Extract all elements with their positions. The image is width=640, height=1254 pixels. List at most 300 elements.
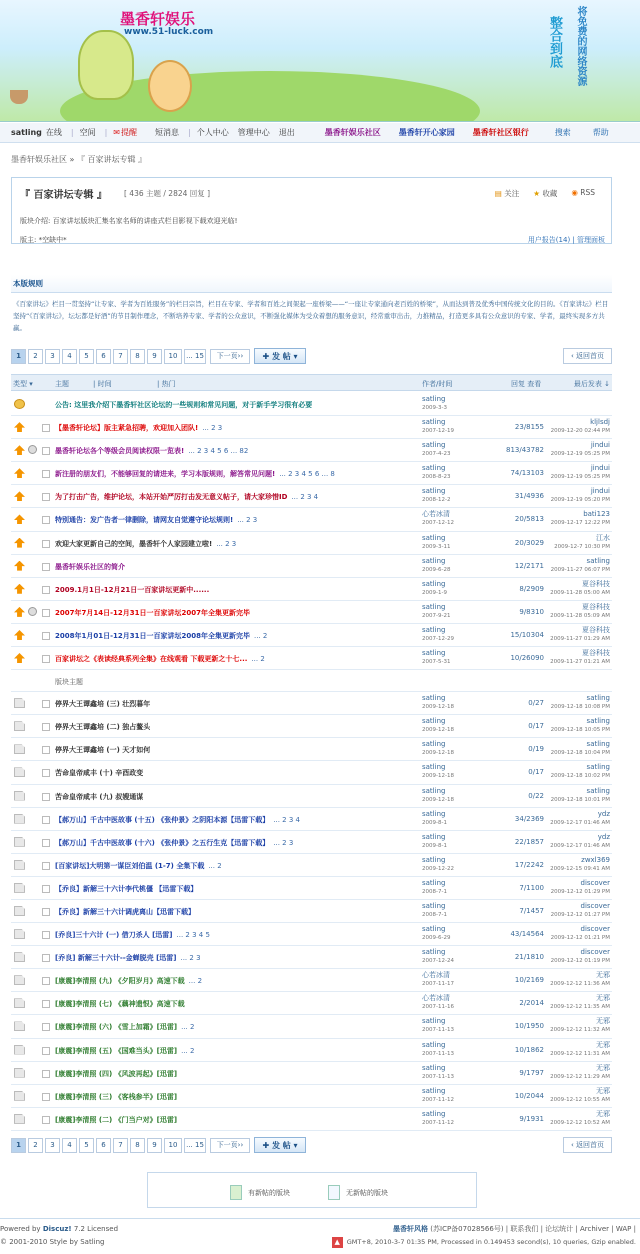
last-post: jindui 2009-12-19 05:20 PM [550, 487, 610, 504]
select-checkbox[interactable] [42, 1000, 50, 1008]
last-post: zwxl369 2009-12-15 09:41 AM [550, 855, 610, 872]
thread-author: satling 2007-9-21 [422, 602, 451, 619]
site-logo[interactable]: 墨香轩娱乐 [120, 10, 196, 28]
thread-author: satling 2009-1-9 [422, 579, 447, 596]
pinned-icon [14, 445, 25, 455]
select-checkbox[interactable] [42, 540, 50, 548]
thread-title[interactable]: [康震]李清照 (三) 《客栈参半》[迅雷] [55, 1092, 178, 1101]
star-icon: ★ [533, 189, 540, 198]
last-post: discover 2009-12-12 01:29 PM [550, 878, 610, 895]
select-checkbox[interactable] [42, 493, 50, 501]
table-row [11, 532, 612, 555]
thread-author: satling 2007-11-13 [422, 1017, 454, 1034]
table-row [11, 877, 612, 900]
pinned-icon [14, 422, 25, 432]
reply-count: 10/2044 [514, 1091, 544, 1100]
table-row [11, 485, 612, 508]
thread-pages[interactable]: ... 2 3 [237, 516, 258, 525]
nav-notice[interactable]: ✉提醒 [113, 128, 137, 137]
nav-profile[interactable]: 个人中心 [196, 128, 229, 137]
reply-count: 9/8310 [519, 607, 544, 616]
thread-title[interactable]: [康震]李清照 (六) 《雪上加霜》[迅雷] ... 2 [55, 1023, 195, 1032]
select-checkbox[interactable] [42, 516, 50, 524]
thread-title[interactable]: 【郝万山】千古中医故事 (十五) 《张仲景》之阴阳本源【迅雷下载】 ... 2 3 4 [55, 815, 300, 824]
table-row [11, 1085, 612, 1108]
page-7[interactable]: 7 [113, 349, 128, 364]
reply-count: 10/2169 [514, 976, 544, 985]
last-post: 无邪 2009-12-12 10:52 AM [550, 1109, 610, 1126]
page-3[interactable]: 3 [45, 349, 60, 364]
select-checkbox[interactable] [42, 931, 50, 939]
link-community[interactable]: 墨香轩娱乐社区 [324, 128, 381, 137]
thread-author: satling 2007-11-12 [422, 1086, 454, 1103]
thread-author: satling 2009-8-1 [422, 809, 447, 826]
follow-icon: ▤ [494, 189, 502, 198]
select-checkbox[interactable] [42, 609, 50, 617]
select-checkbox[interactable] [42, 977, 50, 985]
table-row [11, 601, 612, 624]
thread-title[interactable]: 新注册的朋友们，不能够回复的请进来，学习本版规则，解答常见问题! ... 2 3 4 5 6 ... 8 [55, 470, 335, 479]
topic-icon [14, 860, 25, 870]
rss-icon: ◉ [571, 188, 578, 197]
thread-pages[interactable]: ... 2 3 4 5 [176, 931, 210, 940]
select-checkbox[interactable] [42, 885, 50, 893]
thread-author: 心若冰清 2007-11-17 [422, 971, 454, 988]
thread-author: 心若冰清 2007-12-12 [422, 510, 454, 527]
discuz-link[interactable]: Discuz! [42, 1225, 72, 1233]
thread-title[interactable]: 欢迎大家更新自己的空间，墨香轩个人家园建立啦! ... 2 3 [55, 539, 237, 548]
thread-pages[interactable]: ... 2 [181, 1046, 195, 1055]
page-2[interactable]: 2 [28, 1138, 43, 1153]
table-row [11, 439, 612, 462]
select-checkbox[interactable] [42, 769, 50, 777]
last-post: bati123 2009-12-17 12:22 PM [550, 510, 610, 527]
topic-icon [14, 883, 25, 893]
thread-title[interactable]: 2009.1月1日-12月21日一百家讲坛更新中...... [55, 585, 210, 594]
thread-title[interactable]: 墨香轩娱乐社区的简介 [55, 562, 125, 571]
page-5[interactable]: 5 [79, 1138, 94, 1153]
site-url: www.51-luck.com [124, 27, 214, 37]
select-checkbox[interactable] [42, 632, 50, 640]
thread-table-header [11, 374, 612, 391]
last-post: 无邪 2009-12-12 11:36 AM [550, 971, 610, 988]
page-5[interactable]: 5 [79, 349, 94, 364]
thread-pages[interactable]: ... 2 3 [180, 954, 201, 963]
thread-title[interactable]: 苦命皇帝咸丰 (十) 辛酉政变 [55, 769, 144, 778]
page-4[interactable]: 4 [62, 349, 77, 364]
table-row [11, 508, 612, 531]
thread-title[interactable]: 停界大王谭鑫培 (三) 壮烈暮年 [55, 700, 151, 709]
last-post: satling 2009-12-18 10:04 PM [550, 740, 610, 757]
last-post: 夏谷科技 2009-11-27 01:29 AM [550, 625, 610, 642]
select-checkbox[interactable] [42, 470, 50, 478]
topic-icon [14, 975, 25, 985]
last-post: jindui 2009-12-19 05:25 PM [550, 441, 610, 458]
thread-title[interactable]: 停界大王谭鑫培 (一) 天才如何 [55, 746, 151, 755]
thread-title[interactable]: 停界大王谭鑫培 (二) 独占鳌头 [55, 723, 151, 732]
forum-moderator: 版主: *空缺中* [20, 236, 67, 244]
thread-pages[interactable]: ... 2 3 4 5 6 ... 8 [279, 470, 335, 479]
page-7[interactable]: 7 [113, 1138, 128, 1153]
page-4[interactable]: 4 [62, 1138, 77, 1153]
page-10[interactable]: 10 [164, 1138, 182, 1153]
thread-author: satling 2008-12-2 [422, 487, 451, 504]
reply-count: 2/2014 [519, 999, 544, 1008]
reply-count: 10/1950 [514, 1022, 544, 1031]
divider: | [104, 128, 108, 137]
thread-pages[interactable]: ... 2 3 4 5 6 ... 82 [188, 447, 249, 456]
thread-title[interactable]: 【乔良】新解三十六计李代桃僵 【迅雷下载】 [55, 884, 198, 893]
col-subject[interactable]: 主题 [55, 380, 69, 388]
select-checkbox[interactable] [42, 816, 50, 824]
reply-count: 31/4936 [514, 492, 544, 501]
select-checkbox[interactable] [42, 1093, 50, 1101]
select-checkbox[interactable] [42, 1047, 50, 1055]
reply-count: 34/2369 [514, 814, 544, 823]
thread-title[interactable]: [康震]李清照 (九) 《夕阳岁月》高速下载 ... 2 [55, 977, 203, 986]
legend-no-new: 无新帖的版块 [328, 1185, 388, 1200]
next-page-button[interactable]: 下一页›› [210, 1138, 250, 1153]
thread-title[interactable]: 2007年7月14日-12月31日一百家讲坛2007年全集更新完毕 [55, 608, 250, 617]
table-row [11, 831, 612, 854]
thread-author: satling 2007-11-13 [422, 1063, 454, 1080]
last-post: jindui 2009-12-19 05:25 PM [550, 464, 610, 481]
thread-pages[interactable]: ... 2 [181, 1023, 195, 1032]
page-last[interactable]: ... 15 [184, 349, 206, 364]
online-status[interactable]: 在线 [45, 128, 62, 137]
new-post-button[interactable]: ✚ 发 帖 ▾ [254, 1137, 306, 1153]
select-checkbox[interactable] [42, 1023, 50, 1031]
last-post: ydz 2009-12-17 01:46 AM [550, 809, 610, 826]
page-6[interactable]: 6 [96, 1138, 111, 1153]
page-10[interactable]: 10 [164, 349, 182, 364]
reply-count: 9/1931 [519, 1114, 544, 1123]
thread-title[interactable]: 苦命皇帝咸丰 (九) 叔嫂通谋 [55, 792, 144, 801]
topic-icon [14, 744, 25, 754]
last-post: kljlsdj 2009-12-20 02:44 PM [550, 418, 610, 435]
select-checkbox[interactable] [42, 862, 50, 870]
section-label-row [11, 670, 612, 692]
table-row [11, 992, 612, 1015]
select-checkbox[interactable] [42, 908, 50, 916]
nav-search[interactable]: 搜索 [554, 128, 571, 137]
select-checkbox[interactable] [42, 563, 50, 571]
last-post: 无邪 2009-12-12 11:31 AM [550, 1040, 610, 1057]
rules-title[interactable]: 本版规则 [11, 275, 612, 293]
col-last-post[interactable]: 最后发表 ↓ [573, 380, 610, 388]
banner-girl-illustration [78, 30, 134, 100]
forum-header-box [11, 177, 612, 244]
topic-icon [14, 698, 25, 708]
rules-text: 《百家讲坛》栏目一贯坚持“让专家、学者为百姓服务”的栏目宗旨，栏目在专家、学者和百姓之间架起一座桥梁——“一座让专家通向老百姓的桥梁”，从而达到普及优秀中国传统文化的目的。《百家讲坛》栏目坚持“《百家讲坛》，坛坛都是好酒”的节目制作理念，不断培养专家、学者的公众意识，不断强化媒体为受众着想的服务意识，经常重审出击，力推精品，打造更多具有公众意识的专家、学者，最终实现多方共赢。 [13, 300, 609, 332]
select-checkbox[interactable] [42, 447, 50, 455]
top-nav [0, 123, 640, 143]
topic-icon [14, 1021, 25, 1031]
pinned-icon [14, 468, 25, 478]
thread-title[interactable]: 百家讲坛之《表读经典系列全集》在线观看 下载更新之十七... ... 2 [55, 655, 265, 664]
reply-count: 0/19 [528, 745, 544, 754]
thread-title[interactable]: 【郝万山】千古中医故事 (十六) 《张仲景》之五行生克【迅雷下载】 ... 2 3 [55, 838, 294, 847]
last-post: 无邪 2009-12-12 11:32 AM [550, 1017, 610, 1034]
last-post: discover 2009-12-12 01:21 PM [550, 925, 610, 942]
lock-icon [28, 607, 37, 616]
table-row [11, 761, 612, 784]
nav-logout[interactable]: 退出 [278, 128, 295, 137]
forum-intro: 版块介绍: 百家讲坛版块汇集名家名师的讲座式栏目影视下载欢迎光临! [20, 217, 238, 225]
table-row [11, 692, 612, 715]
last-post: discover 2009-12-12 01:19 PM [550, 948, 610, 965]
pinned-icon [14, 653, 25, 663]
footer-links[interactable]: | 联系我们 | 论坛统计 | Archiver | WAP | [505, 1225, 636, 1233]
page-8[interactable]: 8 [130, 1138, 145, 1153]
last-post: satling 2009-11-27 06:07 PM [550, 556, 610, 573]
table-row [11, 624, 612, 647]
page-3[interactable]: 3 [45, 1138, 60, 1153]
table-row [11, 647, 612, 670]
link-bank[interactable]: 墨香轩社区银行 [472, 128, 529, 137]
page-1[interactable]: 1 [11, 1138, 26, 1153]
thread-title[interactable]: [康震]李清照 (五) 《国难当头》[迅雷] ... 2 [55, 1046, 195, 1055]
page-6[interactable]: 6 [96, 349, 111, 364]
thread-author: satling 2007-11-12 [422, 1109, 454, 1126]
last-post: 无邪 2009-12-12 11:29 AM [550, 1063, 610, 1080]
page-1[interactable]: 1 [11, 349, 26, 364]
col-author: 作者/时间 [422, 380, 453, 388]
breadcrumb[interactable]: 墨香轩娱乐社区 » 『 百家讲坛专辑 』 [11, 155, 147, 164]
thread-author: satling 2009-6-28 [422, 556, 451, 573]
reply-count: 10/1862 [514, 1045, 544, 1054]
thread-title[interactable]: [乔良] 新解三十六计--金蝉脱壳 [迅雷] ... 2 3 [55, 954, 201, 963]
banner-slogan: 整合到底 [547, 16, 562, 68]
table-row [11, 393, 612, 416]
page-2[interactable]: 2 [28, 349, 43, 364]
rss-button[interactable]: ◉ RSS [571, 188, 595, 197]
reply-count: 0/17 [528, 768, 544, 777]
pinned-icon [14, 584, 25, 594]
reply-count: 10/26090 [510, 654, 544, 663]
table-row [11, 946, 612, 969]
alert-icon: ✉ [113, 128, 120, 137]
topic-icon [14, 1114, 25, 1124]
thread-author: satling 2008-7-1 [422, 878, 447, 895]
nav-help[interactable]: 帮助 [592, 128, 609, 137]
select-checkbox[interactable] [42, 655, 50, 663]
pinned-icon [14, 561, 25, 571]
icp-link[interactable]: (苏ICP备07028566号) [430, 1225, 504, 1233]
thread-pages[interactable]: ... 2 3 [202, 424, 223, 433]
reply-count: 0/22 [528, 791, 544, 800]
table-row [11, 785, 612, 808]
thread-title[interactable]: 2008年1月01日-12月31日一百家讲坛2008年全集更新完毕 ... 2 [55, 631, 268, 640]
thread-author: satling 2009-6-29 [422, 925, 451, 942]
thread-title[interactable]: [百家讲坛]大明第一谋臣刘伯温 (1-7) 全集下载 ... 2 [55, 861, 222, 870]
reply-count: 9/1797 [519, 1068, 544, 1077]
thread-author: satling 2007-12-24 [422, 948, 454, 965]
username[interactable]: satling [11, 128, 42, 137]
last-post: satling 2009-12-18 10:02 PM [550, 763, 610, 780]
back-home-button[interactable]: ‹ 返回首页 [563, 1137, 612, 1153]
last-post: discover 2009-12-12 01:27 PM [550, 901, 610, 918]
select-checkbox[interactable] [42, 424, 50, 432]
nav-space[interactable]: 空间 [79, 128, 96, 137]
table-row [11, 738, 612, 761]
cup-icon [10, 90, 28, 104]
new-posts-icon [230, 1185, 242, 1200]
topic-icon [14, 998, 25, 1008]
select-checkbox[interactable] [42, 723, 50, 731]
col-time[interactable]: | 时间 [93, 380, 112, 388]
select-checkbox[interactable] [42, 700, 50, 708]
thread-pages[interactable]: ... 2 3 [273, 838, 294, 847]
table-row [11, 923, 612, 946]
select-checkbox[interactable] [42, 954, 50, 962]
reply-count: 22/1857 [514, 837, 544, 846]
follow-button[interactable]: ▤ 关注 [494, 189, 520, 198]
forum-tools[interactable]: 用户报告(14) | 管理面板 [527, 236, 605, 244]
topic-icon [14, 1068, 25, 1078]
last-post: 夏谷科技 2009-11-28 05:00 AM [550, 579, 610, 596]
legend-new: 有新帖的版块 [230, 1185, 290, 1200]
topic-icon [14, 837, 25, 847]
thread-title[interactable]: [乔良]三十六计 (一) 借刀杀人 [迅雷] ... 2 3 4 5 [55, 931, 210, 940]
reply-count: 15/10304 [510, 630, 544, 639]
thread-author: 心若冰清 2007-11-16 [422, 994, 454, 1011]
last-post: satling 2009-12-18 10:08 PM [550, 694, 610, 711]
page-last[interactable]: ... 15 [184, 1138, 206, 1153]
thread-author: satling 2007-12-19 [422, 418, 454, 435]
select-checkbox[interactable] [42, 839, 50, 847]
divider: | [70, 128, 74, 137]
thread-title[interactable]: [康震]李清照 (四) 《风波再起》[迅雷] [55, 1069, 178, 1078]
last-post: 夏谷科技 2009-11-27 01:21 AM [550, 649, 610, 666]
reply-count: 23/8155 [514, 423, 544, 432]
reply-count: 21/1810 [514, 953, 544, 962]
reply-count: 7/1457 [519, 906, 544, 915]
topic-icon [14, 721, 25, 731]
pinned-icon [14, 514, 25, 524]
topic-icon [14, 791, 25, 801]
style-name[interactable]: 墨香轩风格 [393, 1225, 429, 1233]
thread-title[interactable]: 【乔良】新解三十六计调虎离山【迅雷下载】 [55, 907, 195, 916]
last-post: satling 2009-12-18 10:01 PM [550, 786, 610, 803]
thread-title[interactable]: [康震]李清照 (七) 《藕神遗恨》高速下载 [55, 1000, 185, 1009]
reply-count: 0/27 [528, 699, 544, 708]
topic-icon [14, 952, 25, 962]
table-row [11, 854, 612, 877]
table-row [11, 462, 612, 485]
table-row [11, 969, 612, 992]
thread-title[interactable]: 【墨香轩论坛】版主紧急招聘，欢迎加入团队! ... 2 3 [55, 424, 223, 433]
thread-author: satling 2009-12-18 [422, 786, 454, 803]
new-post-button[interactable]: ✚ 发 帖 ▾ [254, 348, 306, 364]
table-row [11, 1039, 612, 1062]
link-home[interactable]: 墨香轩开心家园 [398, 128, 455, 137]
topic-icon [14, 767, 25, 777]
thread-title[interactable]: 公告: 这里我介绍下墨香轩社区论坛的一些规则和常见问题，对于新手学习很有必要 [55, 401, 313, 409]
nav-messages[interactable]: 短消息 [155, 128, 179, 137]
forum-title: 『 百家讲坛专辑 』 [20, 190, 107, 201]
thread-pages[interactable]: ... 2 3 [216, 539, 237, 548]
back-home-button[interactable]: ‹ 返回首页 [563, 348, 612, 364]
reply-count: 0/17 [528, 722, 544, 731]
last-post: 江水 2009-12-7 10:30 PM [554, 533, 610, 550]
table-row [11, 1062, 612, 1085]
col-hot[interactable]: | 热门 [157, 380, 176, 388]
thread-author: satling 2008-7-1 [422, 901, 447, 918]
next-page-button[interactable]: 下一页›› [210, 349, 250, 364]
thread-pages[interactable]: ... 2 3 4 [273, 815, 300, 824]
thread-title[interactable]: 墨香轩论坛各个等级会员阅读权限一览表! ... 2 3 4 5 6 ... 82 [55, 447, 249, 456]
favorite-button[interactable]: ★ 收藏 [533, 189, 558, 198]
select-checkbox[interactable] [42, 746, 50, 754]
section-label: 版块主题 [55, 678, 83, 687]
thread-author: satling 2009-3-3 [422, 395, 447, 411]
banner-slogan-small: 将免费的网络资源 [575, 6, 586, 86]
table-row [11, 1108, 612, 1131]
pinned-icon [14, 607, 25, 617]
thread-author: satling 2009-12-18 [422, 694, 454, 711]
table-row [11, 715, 612, 738]
thread-author: satling 2009-12-22 [422, 855, 454, 872]
last-post: ydz 2009-12-17 01:46 AM [550, 832, 610, 849]
thread-pages[interactable]: ... 2 [208, 861, 222, 870]
thread-pages[interactable]: ... 2 [253, 631, 268, 640]
thread-title[interactable]: [康震]李清照 (二) 《门当户对》[迅雷] [55, 1115, 178, 1124]
forum-counts: [ 436 主题 / 2824 回复 ] [124, 189, 211, 198]
page-9[interactable]: 9 [147, 1138, 162, 1153]
last-post: 无邪 2009-12-12 10:55 AM [550, 1086, 610, 1103]
reply-count: 17/2242 [514, 860, 544, 869]
top-icon[interactable]: ▲ [332, 1237, 343, 1248]
reply-count: 813/43782 [506, 446, 544, 455]
forum-legend [147, 1172, 477, 1208]
page-8[interactable]: 8 [130, 349, 145, 364]
thread-author: satling 2007-5-31 [422, 649, 451, 666]
thread-author: satling 2007-4-23 [422, 441, 451, 458]
page-9[interactable]: 9 [147, 349, 162, 364]
thread-title[interactable]: 为了打击广告，维护论坛，本站开始严厉打击发无意义帖子，请大家珍惜ID ... 2 3 4 [55, 493, 319, 502]
topic-icon [14, 1045, 25, 1055]
thread-title[interactable]: 特别通告：发广告者一律删除，请网友自觉遵守论坛规则! ... 2 3 [55, 516, 258, 525]
select-checkbox[interactable] [42, 1116, 50, 1124]
thread-author: satling 2009-12-18 [422, 740, 454, 757]
thread-author: satling 2008-8-23 [422, 464, 451, 481]
pagination-top [11, 348, 306, 364]
pinned-icon [14, 538, 25, 548]
table-row [11, 578, 612, 601]
footer-left: Powered by Discuz! 7.2 Licensed © 2001-2010 Style by Satling [0, 1223, 118, 1249]
thread-author: satling 2009-12-18 [422, 717, 454, 734]
select-checkbox[interactable] [42, 586, 50, 594]
divider: | [188, 128, 191, 137]
thread-pages[interactable]: ... 2 3 4 [291, 493, 319, 502]
nav-admin[interactable]: 管理中心 [237, 128, 270, 137]
topic-icon [14, 906, 25, 916]
thread-pages[interactable]: ... 2 [251, 655, 265, 664]
thread-list [11, 393, 612, 1131]
select-checkbox[interactable] [42, 793, 50, 801]
reply-count: 20/5813 [514, 515, 544, 524]
thread-author: satling 2009-12-18 [422, 763, 454, 780]
table-row [11, 1015, 612, 1038]
last-post: satling 2009-12-18 10:05 PM [550, 717, 610, 734]
select-checkbox[interactable] [42, 1070, 50, 1078]
thread-author: satling 2009-8-1 [422, 832, 447, 849]
col-type[interactable]: 类型 ▾ [13, 380, 33, 388]
thread-pages[interactable]: ... 2 [188, 977, 203, 986]
last-post: 夏谷科技 2009-11-28 05:09 AM [550, 602, 610, 619]
thread-author: satling 2007-11-13 [422, 1040, 454, 1057]
